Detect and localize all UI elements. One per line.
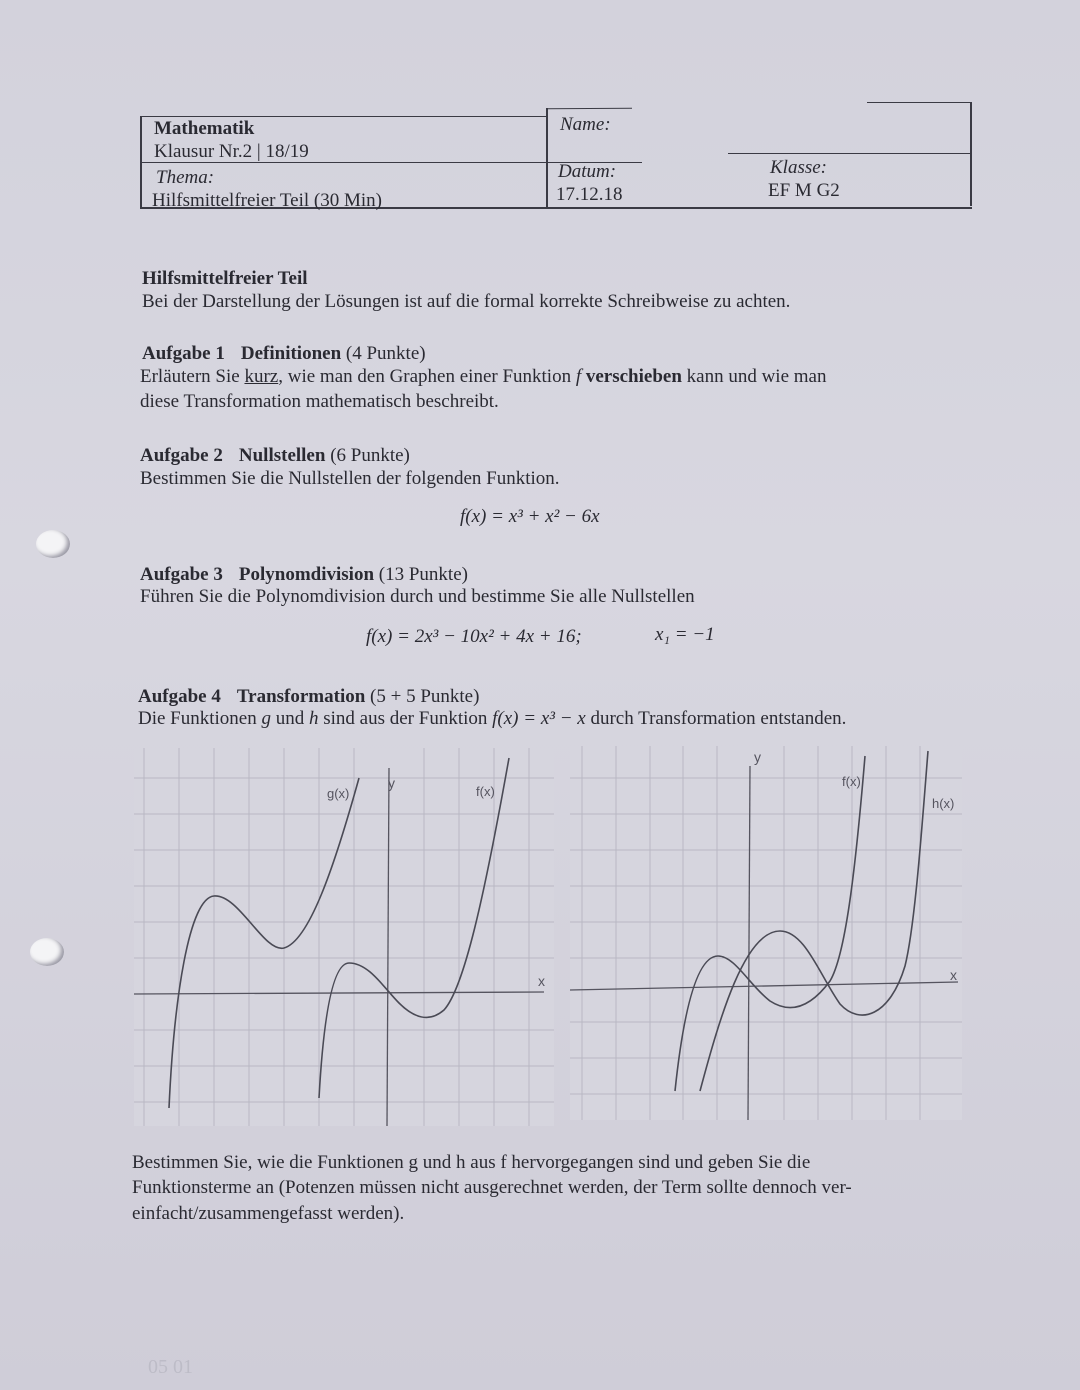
curve-g <box>169 778 359 1108</box>
task-3-number: Aufgabe 3 <box>140 564 223 585</box>
task-1-number: Aufgabe 1 <box>142 343 225 364</box>
task-3-title: Polynomdivision <box>238 564 375 585</box>
graph-left-y-axis <box>387 768 389 1126</box>
task-2-text: Bestimmen Sie die Nullstellen der folgenden Funktion. <box>140 468 560 489</box>
task-2-heading <box>140 443 410 468</box>
task-2-formula: f(x) = x³ + x² − 6x <box>460 506 600 527</box>
task-3-points: (13 Punkte) <box>378 564 468 585</box>
graph-right <box>570 746 962 1120</box>
task-3-text: Führen Sie die Polynomdivision durch und bestimme Sie alle Nullstellen <box>140 586 695 607</box>
exam-label: Klausur Nr.2 | 18/19 <box>154 141 309 162</box>
task-2-points: (6 Punkte) <box>330 445 410 466</box>
punch-hole-bottom <box>30 938 64 966</box>
subject-label: Mathematik <box>154 118 255 139</box>
class-value: EF M G2 <box>768 180 840 201</box>
date-value: 17.12.18 <box>556 184 623 205</box>
topic-value: Hilfsmittelfreier Teil (30 Min) <box>152 190 382 211</box>
curve-f <box>319 758 509 1098</box>
task-1-text-line1: Erläutern Sie kurz, wie man den Graphen einer Funktion f verschieben kann und wie man <box>140 366 827 387</box>
graph-left-label-g: g(x) <box>327 786 350 801</box>
curve-f-right <box>675 756 865 1091</box>
task-1-points: (4 Punkte) <box>345 343 426 364</box>
punch-hole-top <box>36 530 70 558</box>
task-4-title: Transformation <box>236 686 366 707</box>
graph-right-y-axis <box>748 766 750 1120</box>
task-2-title: Nullstellen <box>238 445 326 466</box>
task-4-after-line3: einfacht/zusammengefasst werden). <box>132 1203 405 1224</box>
graph-right-svg <box>570 746 962 1120</box>
topic-label: Thema: <box>156 167 215 188</box>
task-4-after-line1: Bestimmen Sie, wie die Funktionen g und h aus f hervorgegangen sind und geben Sie die <box>132 1152 811 1173</box>
faint-footer-mark: 05 01 <box>148 1356 193 1378</box>
task-2-number: Aufgabe 2 <box>140 445 223 466</box>
date-label: Datum: <box>558 161 617 182</box>
curve-h <box>700 751 928 1091</box>
class-label: Klasse: <box>770 157 827 178</box>
task-4-number: Aufgabe 4 <box>138 686 221 707</box>
graph-right-label-f: f(x) <box>842 774 861 789</box>
task-4-after-line2: Funktionsterme an (Potenzen müssen nicht ausgerechnet werden, der Term sollte dennoch ver- <box>132 1177 852 1198</box>
graph-right-label-h: h(x) <box>932 796 955 811</box>
task-4-points: (5 + 5 Punkte) <box>370 686 480 707</box>
graph-left-svg <box>134 748 554 1126</box>
task-1-text-line2: diese Transformation mathematisch beschreibt. <box>140 391 499 412</box>
header-table <box>140 108 972 211</box>
graph-left-y-label: y <box>388 775 395 791</box>
section-note: Bei der Darstellung der Lösungen ist auf die formal korrekte Schreibweise zu achten. <box>142 291 791 312</box>
graph-right-y-label: y <box>754 749 761 765</box>
graph-right-x-axis <box>570 982 958 990</box>
task-4-text: Die Funktionen g und h sind aus der Funktion f(x) = x³ − x durch Transformation entstanden. <box>138 708 847 729</box>
task-3-formula: f(x) = 2x³ − 10x² + 4x + 16; <box>366 626 582 647</box>
task-1-heading <box>142 341 426 366</box>
graph-right-x-label: x <box>950 967 957 983</box>
section-title: Hilfsmittelfreier Teil <box>142 268 308 289</box>
graph-left-label-f: f(x) <box>476 784 495 799</box>
graph-left-x-label: x <box>538 973 545 989</box>
task-1-title: Definitionen <box>240 343 342 364</box>
graph-left <box>134 748 554 1126</box>
graph-left-x-axis <box>134 992 544 994</box>
task-3-root: x₁ = −1 <box>655 624 715 645</box>
name-label: Name: <box>560 114 611 135</box>
